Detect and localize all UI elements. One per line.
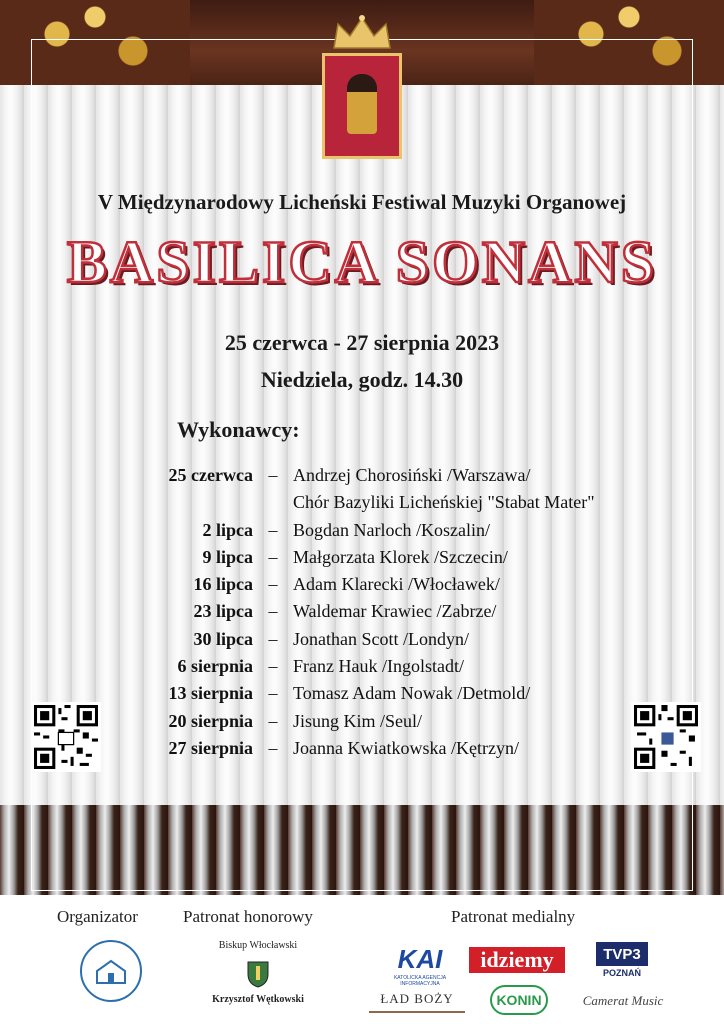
madonna-emblem	[322, 53, 402, 159]
performer-name: Andrzej Chorosiński /Warszawa/	[293, 465, 531, 485]
schedule-row	[0, 489, 724, 516]
festival-dates: 25 czerwca - 27 sierpnia 2023	[224, 330, 500, 355]
honorary-patron-heading: Patronat honorowy	[183, 907, 313, 926]
performer-name: Małgorzata Klorek /Szczecin/	[293, 546, 508, 567]
qr-code-icon	[634, 705, 698, 769]
dash-separator: –	[268, 465, 278, 485]
performer-name: Jonathan Scott /Londyn/	[293, 628, 469, 649]
performer-name: Jisung Kim /Seul/	[293, 710, 423, 731]
performers-schedule	[0, 462, 724, 762]
performer-name: Bogdan Narloch /Koszalin/	[293, 519, 490, 540]
performer-name: Tomasz Adam Nowak /Detmold/	[293, 683, 531, 704]
organizer-heading: Organizator	[57, 907, 138, 926]
schedule-row	[0, 598, 724, 625]
qr-code-website[interactable]	[31, 702, 101, 772]
dash-separator: –	[268, 546, 278, 567]
schedule-row	[0, 708, 724, 735]
basilica-icon	[93, 953, 129, 989]
bishop-name: Krzysztof Wętkowski	[212, 994, 304, 1005]
camerat-music-logo: Camerat Music	[582, 993, 664, 1008]
dash-separator: –	[268, 628, 278, 649]
dash-separator: –	[268, 574, 278, 595]
media-patron-heading: Patronat medialny	[451, 907, 576, 926]
concert-date: 30 lipca	[193, 628, 253, 649]
dash-separator: –	[268, 656, 278, 677]
schedule-row	[0, 653, 724, 680]
concert-date: 16 lipca	[193, 574, 253, 595]
concert-date: 9 lipca	[202, 546, 253, 567]
kai-logo: KAI	[397, 943, 443, 974]
qr-code-icon	[34, 705, 98, 769]
dash-separator: –	[268, 737, 278, 758]
concert-time: Niedziela, godz. 14.30	[260, 367, 464, 392]
performer-name: Chór Bazyliki Licheńskiej "Stabat Mater"	[293, 492, 595, 513]
coat-of-arms-icon	[246, 960, 270, 988]
festival-subtitle: V Międzynarodowy Licheński Festiwal Muzyki Organowej	[97, 190, 627, 214]
schedule-row	[0, 571, 724, 598]
dash-separator: –	[268, 683, 278, 704]
crown-icon	[330, 14, 394, 50]
schedule-row	[0, 517, 724, 544]
sanctuary-logo	[80, 940, 142, 1002]
performer-name: Joanna Kwiatkowska /Kętrzyn/	[293, 737, 519, 758]
concert-date: 2 lipca	[202, 519, 253, 540]
bishop-title: Biskup Włocławski	[218, 940, 298, 951]
performers-heading: Wykonawcy:	[177, 417, 300, 442]
concert-date: 6 sierpnia	[177, 656, 253, 677]
tvp3-subtitle: POZNAŃ	[603, 968, 641, 978]
dash-separator: –	[268, 710, 278, 731]
performer-name: Adam Klarecki /Włocławek/	[293, 574, 500, 595]
dash-separator: –	[268, 519, 278, 540]
idziemy-logo: idziemy	[469, 947, 565, 973]
festival-title: BASILICA SONANS	[66, 229, 658, 295]
concert-date: 25 czerwca	[168, 465, 253, 485]
concert-date: 27 sierpnia	[168, 737, 253, 758]
patrons-footer	[0, 895, 724, 1024]
tvp3-logo: TVP3	[596, 942, 648, 966]
dash-separator: –	[268, 601, 278, 622]
concert-date: 20 sierpnia	[168, 710, 253, 731]
kai-subtitle: KATOLICKA AGENCJA INFORMACYJNA	[393, 975, 447, 987]
schedule-row	[0, 626, 724, 653]
schedule-row	[0, 544, 724, 571]
performer-name: Franz Hauk /Ingolstadt/	[293, 656, 464, 677]
schedule-row	[0, 462, 724, 489]
concert-date: 23 lipca	[193, 601, 253, 622]
madonna-icon	[347, 74, 377, 134]
concert-date: 13 sierpnia	[168, 683, 253, 704]
konin-fm-logo: KONIN	[490, 985, 548, 1015]
qr-code-facebook[interactable]	[631, 702, 701, 772]
performer-name: Waldemar Krawiec /Zabrze/	[293, 601, 497, 622]
schedule-row	[0, 680, 724, 707]
schedule-row	[0, 735, 724, 762]
lad-bozy-logo: ŁAD BOŻY	[369, 987, 465, 1013]
